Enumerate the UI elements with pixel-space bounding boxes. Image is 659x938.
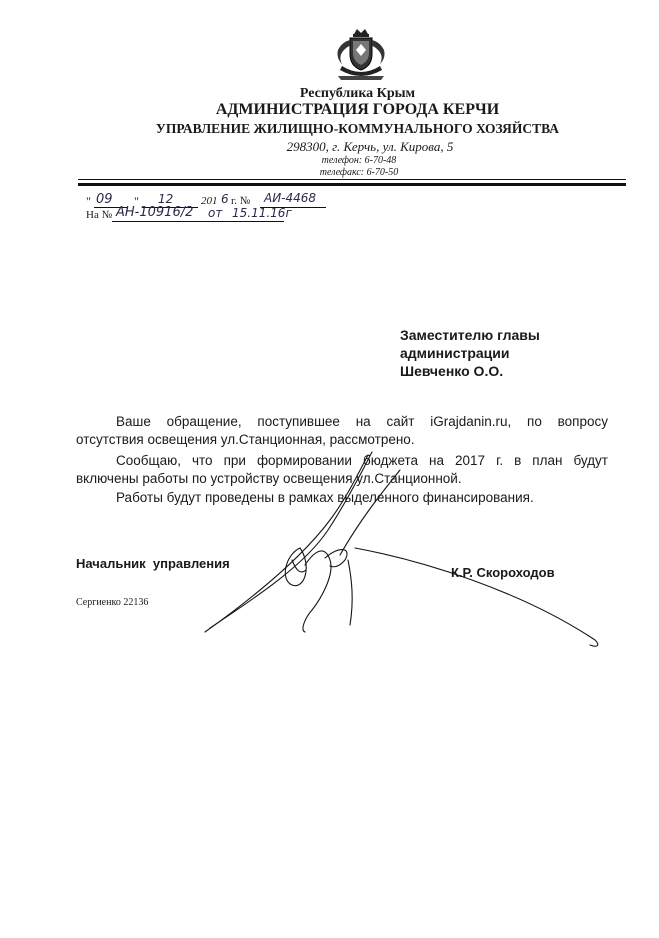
administration-name: АДМИНИСТРАЦИЯ ГОРОДА КЕРЧИ [215,101,500,118]
date-day: 09 [96,192,113,207]
body-paragraph-3-line-1: Работы будут проведены в рамках выделенного финансирования. [116,490,534,505]
region-name: Республика Крым [299,86,416,101]
signatory-name: К.Р. Скороходов [451,565,555,580]
signatory-position: Начальник управления [76,556,230,571]
incoming-from-word: от [208,206,223,220]
body-paragraph-2-line-2: включены работы по устройству освещения ул.Станционной. [76,471,462,486]
addressee-line-2: администрации [400,345,510,361]
date-year-hand: 6 [221,192,229,206]
date-open-quote: " [86,194,91,208]
reply-prefix: На № [86,209,113,221]
outgoing-number: АИ-4468 [264,191,317,205]
addressee-line-1: Заместителю главы [400,327,540,343]
date-close-quote: " [134,194,139,208]
date-suffix: г. № [231,195,251,207]
executor-note: Сергиенко 22136 [76,597,149,608]
body-paragraph-1-line-1: Ваше обращение, поступившее на сайт iGrajdanin.ru, по вопросу [116,414,608,429]
date-year-prefix: 201 [201,195,218,207]
address: 298300, г. Керчь, ул. Кирова, 5 [286,139,454,154]
body-paragraph-2-line-1: Сообщаю, что при формировании бюджета на 2017 г. в план будут [116,453,608,468]
date-month: 12 [158,192,174,206]
incoming-date: 15.11.16г [232,206,292,220]
department-name: УПРАВЛЕНИЕ ЖИЛИЩНО-КОММУНАЛЬНОГО ХОЗЯЙСТВА [155,121,560,136]
body-paragraph-1-line-2: отсутствия освещения ул.Станционная, рассмотрено. [76,432,415,447]
phone: телефон: 6-70-48 [321,155,397,166]
incoming-number: АН-10916/2 [116,205,194,220]
fax: телефакс: 6-70-50 [319,167,399,178]
addressee-line-3: Шевченко О.О. [400,363,504,379]
